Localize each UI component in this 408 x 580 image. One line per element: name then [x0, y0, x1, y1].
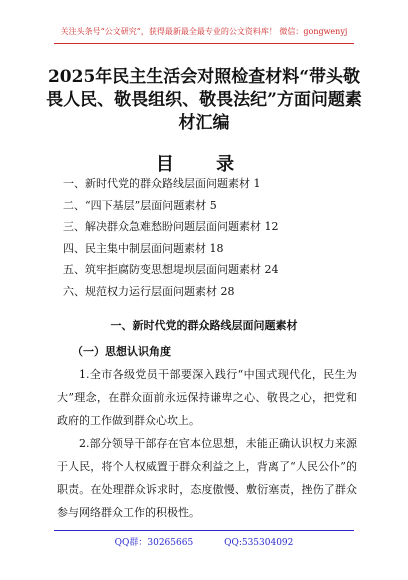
table-of-contents [63, 173, 279, 302]
toc-item[interactable]: 五、筑牢拒腐防变思想堤坝层面问题素材 24 [63, 263, 279, 276]
section-heading: 一、新时代党的群众路线层面问题素材 [110, 319, 298, 332]
subsection-heading: （一）思想认识角度 [72, 345, 171, 358]
toc-item[interactable]: 六、规范权力运行层面问题素材 28 [63, 284, 235, 298]
toc-item[interactable]: 一、新时代党的群众路线层面问题素材 1 [63, 177, 261, 190]
header-divider [54, 43, 354, 44]
paragraph: 1.全市各级党员干部要深入践行“中国式现代化，民生为大”理念，在群众面前永远保持谦卑之心、敬畏之心，把党和政府的工作做到群众心坎上。 [57, 368, 357, 427]
page-footer [0, 535, 408, 548]
footer-qq-group: QQ群：30265665 [114, 538, 194, 548]
paragraph: 2.部分领导干部存在官本位思想，未能正确认识权力来源于人民，将个人权威置于群众利益之上，背离了“人民公仆”的职责。在处理群众诉求时，态度傲慢、敷衍塞责，挫伤了群众参与网络群众工作的积极性。 [57, 437, 357, 519]
document-title: 2025年民主生活会对照检查材料“带头敬畏人民、敬畏组织、敬畏法纪”方面问题素材汇编 [46, 67, 362, 133]
toc-item[interactable]: 四、民主集中制层面问题素材 18 [63, 241, 224, 255]
toc-item[interactable]: 二、“四下基层”层面问题素材 5 [63, 198, 217, 212]
body-text [57, 363, 357, 524]
footer-qq: QQ:535304092 [224, 538, 294, 548]
footer-divider [54, 530, 354, 531]
page-header-banner: 关注头条号“公文研究”，获得最新最全最专业的公文资料库！ 微信：gongwenyj [60, 27, 348, 36]
toc-heading: 目 录 [155, 154, 253, 175]
toc-item[interactable]: 三、解决群众急难愁盼问题层面问题素材 12 [63, 220, 279, 233]
